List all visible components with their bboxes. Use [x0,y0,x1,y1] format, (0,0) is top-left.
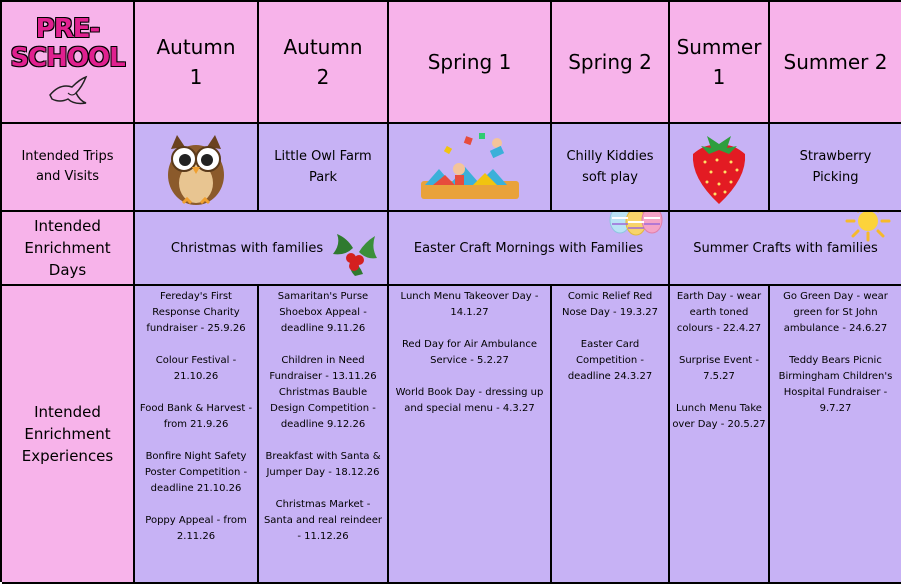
list-item: Easter Card Competition - deadline 24.3.27 [567,339,653,382]
header-spring-1: Spring 1 [389,2,552,124]
header-summer-1: Summer 1 [670,2,770,124]
preschool-logo [2,2,135,124]
holly-icon [327,224,383,280]
list-item: Comic Relief Red Nose Day - 19.3.27 [561,291,659,318]
day-summer [670,212,901,286]
trip-autumn-2: Little Owl Farm Park [259,124,389,212]
list-item: Earth Day - wear earth toned colours - 22.4.27 [676,291,762,334]
header-spring-2: Spring 2 [552,2,670,124]
list-item: Poppy Appeal - from 2.11.26 [145,515,247,542]
strawberry-icon [687,128,751,206]
experiences-spring-1 [389,286,552,584]
list-item: Lunch Menu Takeover Day - 14.1.27 [400,291,539,318]
day-summer-label: Summer Crafts with families [693,240,878,256]
list-item: Food Bank & Harvest - from 21.9.26 [139,403,253,430]
row-label-days: Intended Enrichment Days [2,212,135,286]
trip-summer-1 [670,124,770,212]
sun-icon [843,212,893,244]
list-item: Samaritan's Purse Shoebox Appeal - deadline 9.11.26 [277,291,369,334]
row-label-experiences: Intended Enrichment Experiences [2,286,135,584]
header-summer-2: Summer 2 [770,2,901,124]
experiences-summer-2 [770,286,901,584]
logo-line-2: SCHOOL [10,43,125,73]
ball-pit-icon [415,129,525,205]
trip-autumn-1 [135,124,259,212]
list-item: Lunch Menu Take over Day - 20.5.27 [672,403,766,430]
easter-eggs-icon [606,212,666,238]
experiences-summer-1 [670,286,770,584]
list-item: Go Green Day - wear green for St John ambulance - 24.6.27 [783,291,888,334]
list-item: Children in Need Fundraiser - 13.11.26 Christmas Bauble Design Competition - deadline 9.12.26 [269,355,377,430]
trip-spring-2: Chilly Kiddies soft play [552,124,670,212]
row-label-trips: Intended Trips and Visits [2,124,135,212]
header-autumn-1: Autumn 1 [135,2,259,124]
logo-line-1: PRE- [35,14,100,44]
list-item: Bonfire Night Safety Poster Competition - deadline 21.10.26 [144,451,248,494]
list-item: World Book Day - dressing up and special menu - 4.3.27 [395,387,544,414]
list-item: Christmas Market - Santa and real reindeer - 11.12.26 [263,499,383,542]
list-item: Teddy Bears Picnic Birmingham Children's Hospital Fundraiser - 9.7.27 [778,355,893,414]
list-item: Breakfast with Santa & Jumper Day - 18.12.26 [265,451,381,478]
trip-summer-2: Strawberry Picking [770,124,901,212]
trip-spring-1 [389,124,552,212]
bird-logo-icon [46,73,90,109]
list-item: Fereday's First Response Charity fundraiser - 25.9.26 [146,291,246,334]
experiences-autumn-1 [135,286,259,584]
owl-icon [161,127,231,207]
list-item: Colour Festival - 21.10.26 [155,355,237,382]
day-easter-label: Easter Craft Mornings with Families [413,240,644,256]
day-easter [389,212,670,286]
day-christmas [135,212,389,286]
experiences-autumn-2 [259,286,389,584]
experiences-spring-2 [552,286,670,584]
day-christmas-label: Christmas with families [170,240,324,256]
header-autumn-2: Autumn 2 [259,2,389,124]
list-item: Surprise Event - 7.5.27 [678,355,759,382]
list-item: Red Day for Air Ambulance Service - 5.2.27 [401,339,538,366]
